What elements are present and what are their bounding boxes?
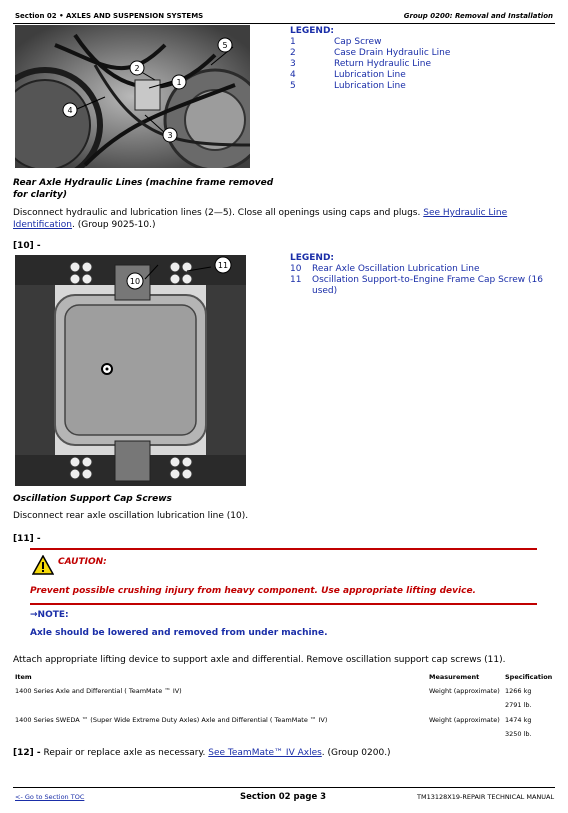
figure2-caption: Oscillation Support Cap Screws bbox=[13, 494, 172, 504]
callout-1 bbox=[172, 75, 186, 89]
figure1-caption: Rear Axle Hydraulic Lines (machine frame removed for clarity) bbox=[13, 178, 274, 200]
note-title: →NOTE: bbox=[30, 610, 69, 620]
legend-item: 11 Oscillation Support-to-Engine Frame Cap Screw (16 used) bbox=[290, 275, 543, 296]
legend-item: 4 Lubrication Line bbox=[290, 70, 406, 80]
manual-title: TM13128X19-REPAIR TECHNICAL MANUAL bbox=[417, 793, 555, 801]
table-cell-spec: 1266 kg bbox=[505, 687, 532, 695]
table-header-specification: Specification bbox=[505, 673, 553, 681]
table-cell-measurement: Weight (approximate) bbox=[429, 716, 500, 724]
teammate-iv-axles-link[interactable]: See TeamMate™ IV Axles bbox=[208, 748, 322, 758]
caution-title: CAUTION: bbox=[58, 557, 107, 567]
svg-text:4: 4 bbox=[67, 106, 73, 115]
legend-figure2 bbox=[290, 253, 550, 297]
legend-item: 1 Cap Screw bbox=[290, 37, 382, 47]
spec-table bbox=[15, 673, 555, 743]
table-cell-measurement: Weight (approximate) bbox=[429, 687, 500, 695]
note-text: Axle should be lowered and removed from under machine. bbox=[30, 628, 328, 638]
step-11: [11] - bbox=[13, 534, 41, 544]
legend-figure1 bbox=[290, 26, 550, 92]
lifting-device-paragraph: Attach appropriate lifting device to support axle and differential. Remove oscillation support cap screws (11). bbox=[13, 655, 506, 665]
table-header-item: Item bbox=[15, 673, 32, 681]
table-cell-item: 1400 Series Axle and Differential ( TeamMate ™ IV) bbox=[15, 687, 182, 695]
caution-icon bbox=[32, 555, 54, 575]
rear-axle-hydraulic-lines-figure bbox=[15, 25, 250, 168]
callout-2 bbox=[130, 61, 144, 75]
table-cell-spec: 3250 lb. bbox=[505, 730, 532, 738]
hydraulic-line-identification-link[interactable]: See Hydraulic Line Identification bbox=[13, 208, 508, 230]
table-cell-spec: 2791 lb. bbox=[505, 701, 532, 709]
caution-text: Prevent possible crushing injury from heavy component. Use appropriate lifting device. bbox=[30, 586, 476, 596]
legend-item: 3 Return Hydraulic Line bbox=[290, 59, 432, 69]
callout-10 bbox=[127, 273, 143, 289]
section-toc-link[interactable]: <- Go to Section TOC bbox=[15, 793, 85, 801]
step-10: [10] - bbox=[13, 241, 41, 251]
table-cell-item: 1400 Series SWEDA ™ (Super Wide Extreme Duty Axles) Axle and Differential ( TeamMate ™ IV) bbox=[15, 716, 328, 724]
legend-title: LEGEND: bbox=[290, 26, 335, 36]
step-12: [12] - Repair or replace axle as necessary. See TeamMate™ IV Axles. (Group 0200.) bbox=[13, 748, 391, 758]
section-title: Section 02 • AXLES AND SUSPENSION SYSTEMS bbox=[15, 12, 204, 20]
footer-rule bbox=[13, 787, 555, 788]
figure1-callouts bbox=[15, 25, 250, 168]
oscillation-support-figure bbox=[15, 255, 246, 486]
svg-text:3: 3 bbox=[167, 131, 173, 140]
svg-text:11: 11 bbox=[217, 261, 229, 270]
disconnect-lines-paragraph: Disconnect hydraulic and lubrication lines (2—5). Close all openings using caps and plugs. See Hydraulic Line Identification. (Group 9025-10.) bbox=[13, 208, 508, 230]
callout-3 bbox=[163, 128, 177, 142]
svg-text:1: 1 bbox=[176, 78, 182, 87]
callout-11 bbox=[215, 257, 231, 273]
svg-text:10: 10 bbox=[129, 277, 141, 286]
table-cell-spec: 1474 kg bbox=[505, 716, 532, 724]
svg-text:5: 5 bbox=[222, 41, 228, 50]
svg-text:2: 2 bbox=[134, 64, 140, 73]
group-title: Group 0200: Removal and Installation bbox=[403, 12, 553, 20]
disconnect-oscillation-paragraph: Disconnect rear axle oscillation lubrication line (10). bbox=[13, 511, 249, 521]
figure2-callouts bbox=[15, 255, 246, 486]
page-number: Section 02 page 3 bbox=[240, 792, 327, 802]
caution-bottom-rule bbox=[30, 603, 537, 605]
legend-item: 10 Rear Axle Oscillation Lubrication Line bbox=[290, 264, 480, 274]
callout-5 bbox=[218, 38, 232, 52]
caution-top-rule bbox=[30, 548, 537, 550]
page-header bbox=[13, 9, 555, 24]
legend-title: LEGEND: bbox=[290, 253, 335, 263]
callout-4 bbox=[63, 103, 77, 117]
table-header-measurement: Measurement bbox=[429, 673, 480, 681]
legend-item: 2 Case Drain Hydraulic Line bbox=[290, 48, 451, 58]
legend-item: 5 Lubrication Line bbox=[290, 81, 406, 91]
